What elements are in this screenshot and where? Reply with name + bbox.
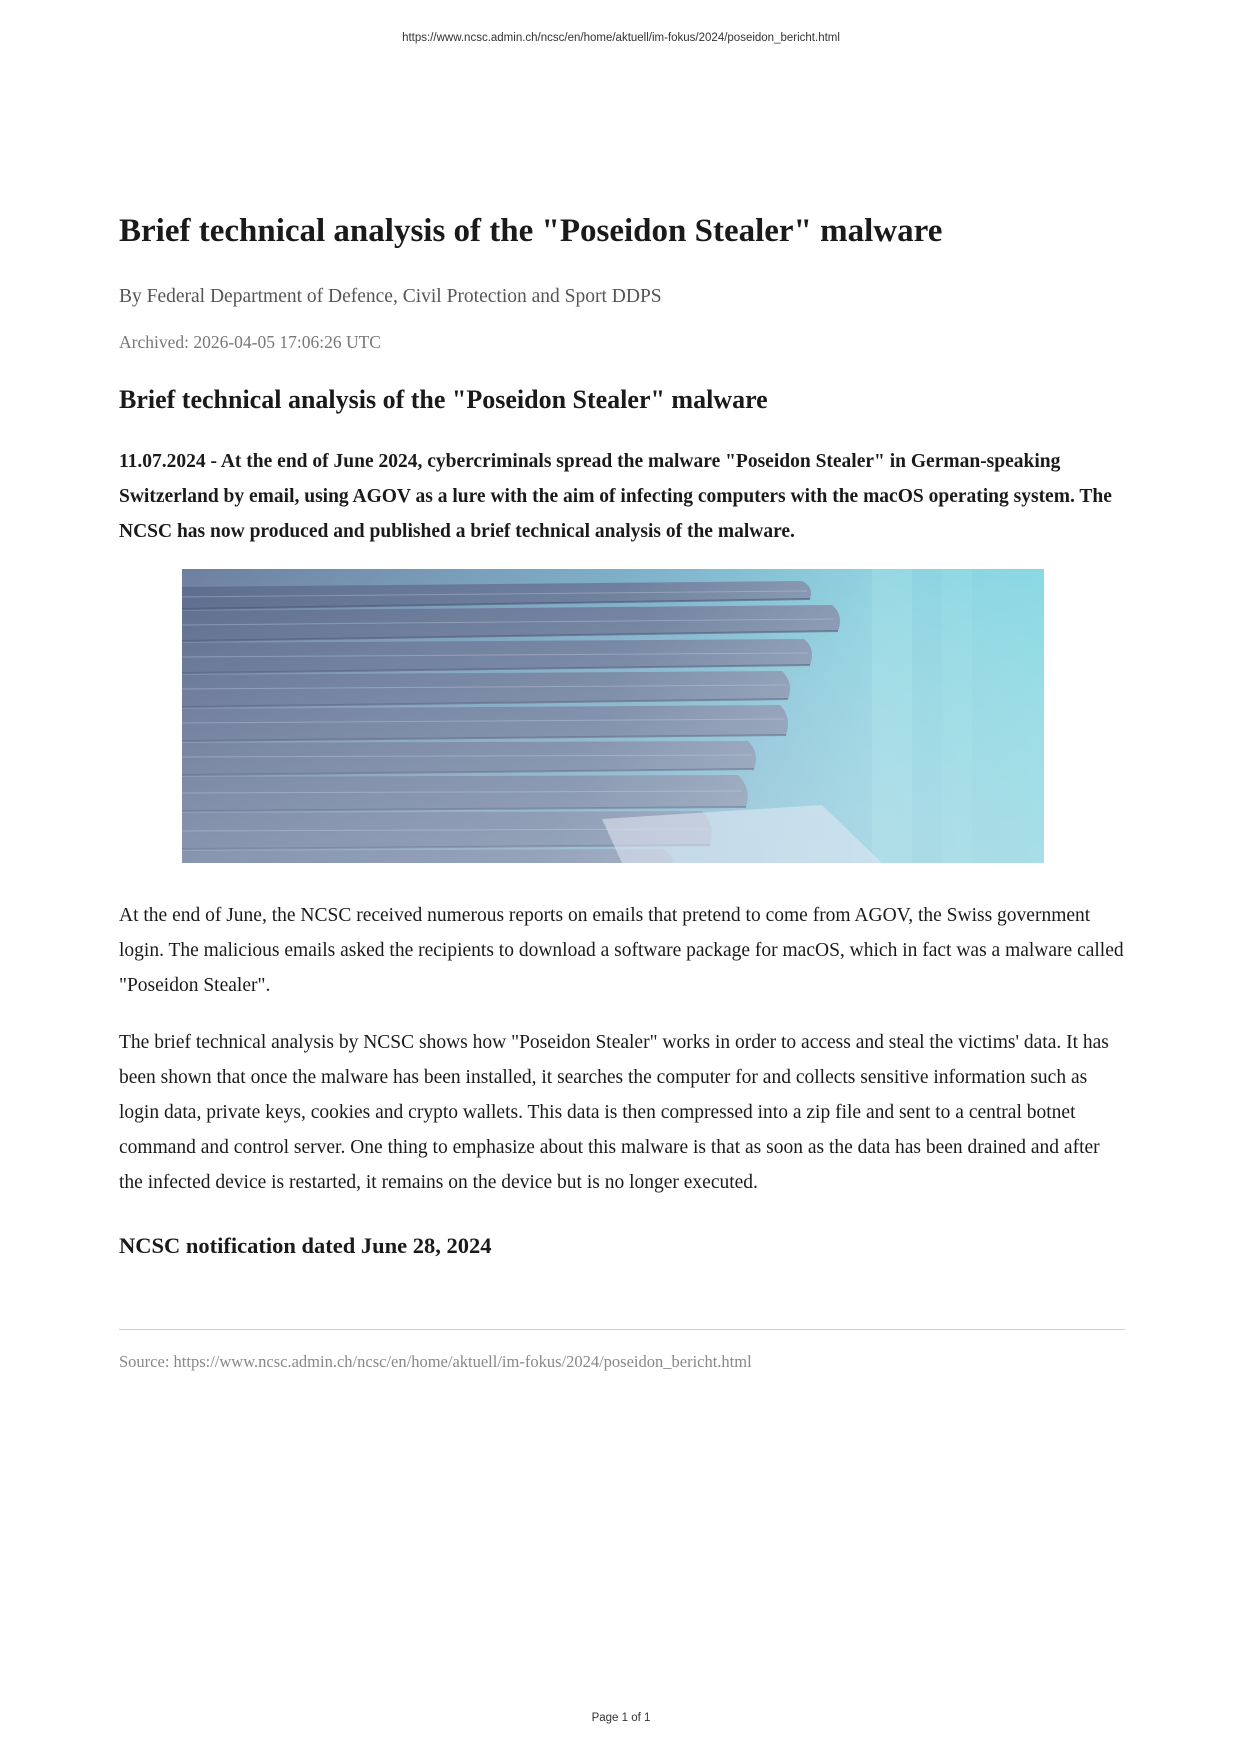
section-title: Brief technical analysis of the "Poseidon Stealer" malware — [119, 384, 768, 414]
page-title: Brief technical analysis of the "Poseidon Stealer" malware — [119, 213, 943, 249]
body-paragraph: The brief technical analysis by NCSC shows how "Poseidon Stealer" works in order to access and steal the victims' data. It has been shown that once the malware has been installed, it searches the computer for and collects sensitive information such as login data, private keys, cookies and crypto wallets. This data is then compressed into a zip file and sent to a central botnet command and control server. One thing to emphasize about this malware is that as soon as the data has been drained and after the infected device is restarted, it remains on the device but is no longer executed. — [119, 1031, 1109, 1193]
article — [119, 210, 1125, 1372]
page-url-header: https://www.ncsc.admin.ch/ncsc/en/home/aktuell/im-fokus/2024/poseidon_bericht.html — [402, 32, 840, 44]
body-paragraph: At the end of June, the NCSC received numerous reports on emails that pretend to come from AGOV, the Swiss government login. The malicious emails asked the recipients to download a software package for macOS, which in fact was a malware called "Poseidon Stealer". — [119, 904, 1124, 996]
archived-timestamp: Archived: 2026-04-05 17:06:26 UTC — [119, 331, 381, 352]
hero-image-stacked-papers — [182, 569, 1044, 863]
lead-paragraph: 11.07.2024 - At the end of June 2024, cybercriminals spread the malware "Poseidon Stealer" in German-speaking Switzerland by email, using AGOV as a lure with the aim of infecting computers with the macOS operating system. The NCSC has now produced and published a brief technical analysis of the malware. — [119, 450, 1112, 542]
page-number: Page 1 of 1 — [591, 1712, 651, 1724]
source-link: Source: https://www.ncsc.admin.ch/ncsc/en/home/aktuell/im-fokus/2024/poseidon_bericht.html — [119, 1351, 752, 1371]
divider — [119, 1329, 1125, 1330]
notification-heading: NCSC notification dated June 28, 2024 — [119, 1232, 492, 1258]
byline: By Federal Department of Defence, Civil Protection and Sport DDPS — [119, 285, 662, 307]
